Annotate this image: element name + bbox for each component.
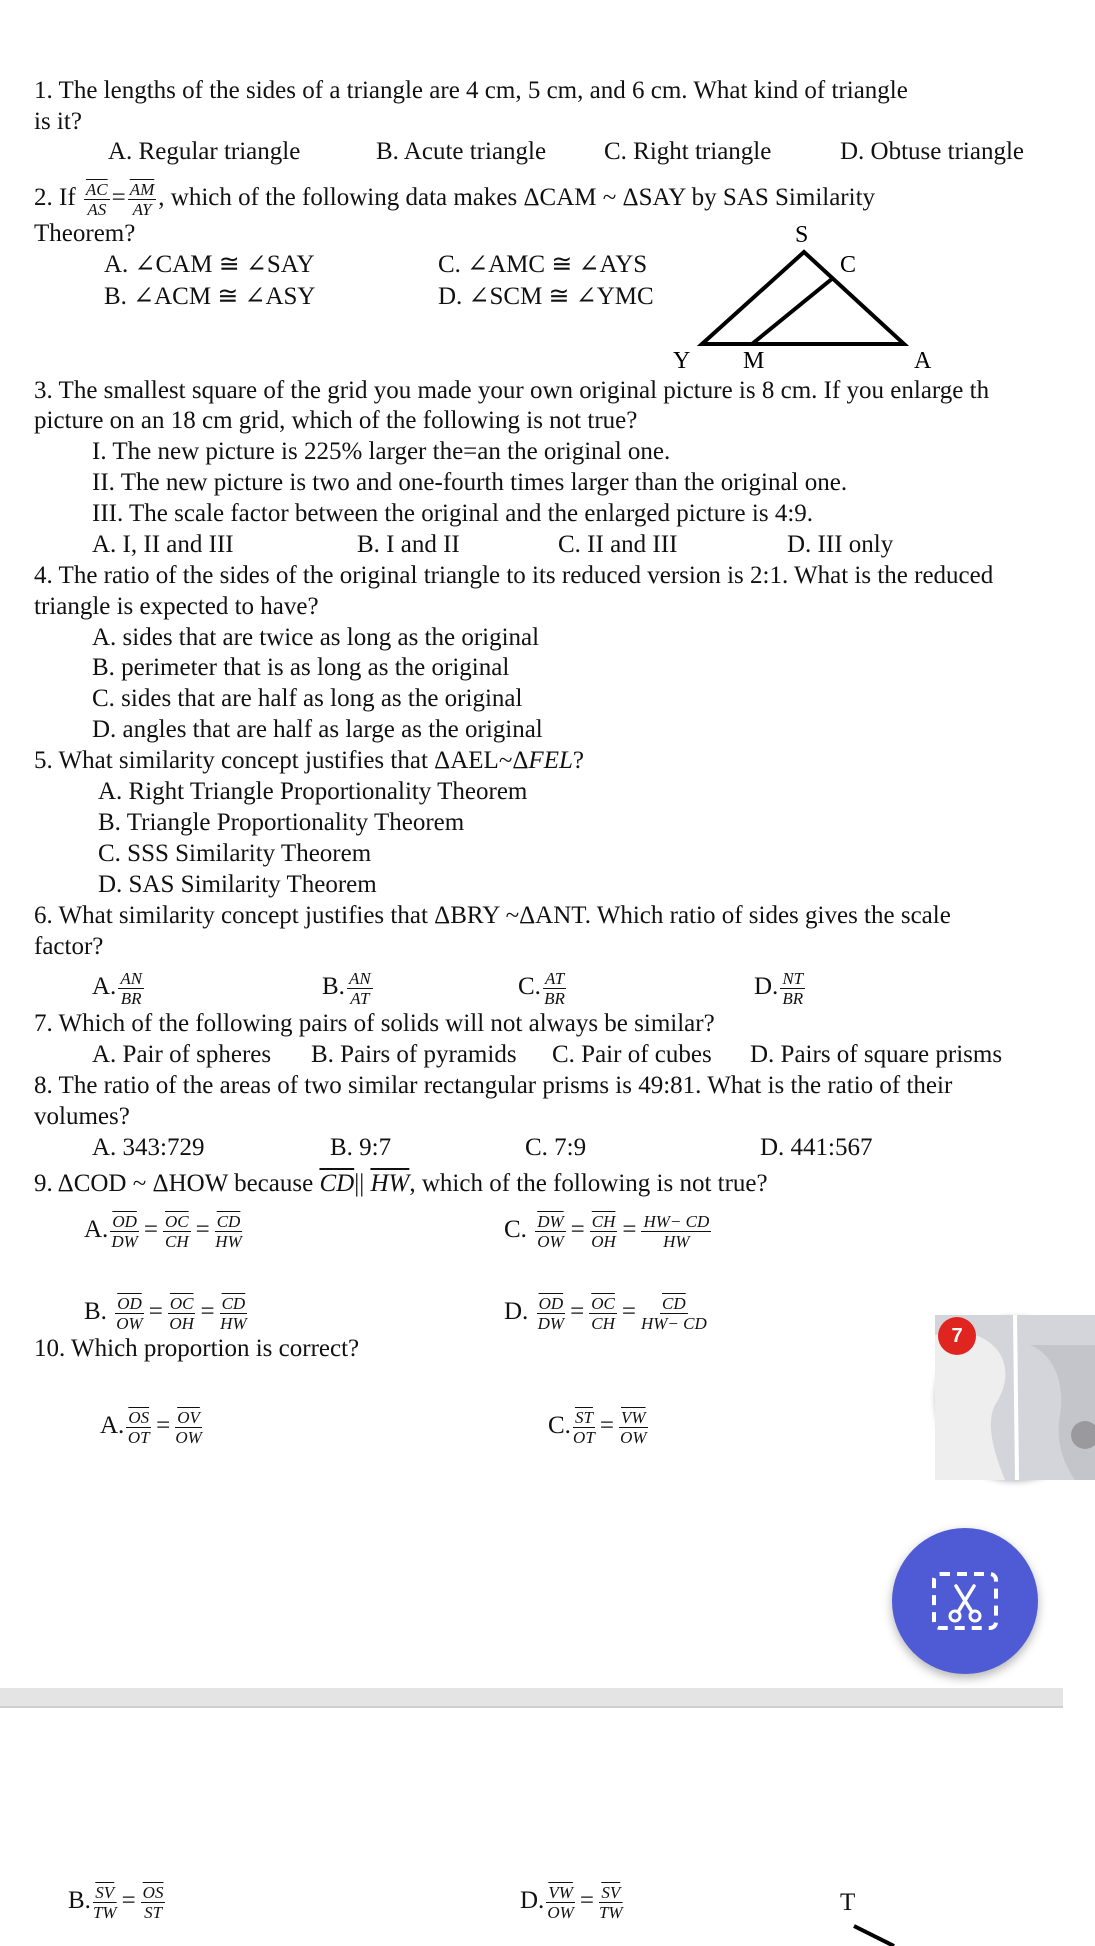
q10-c-f1-num: $\overline{ST}$	[574, 1408, 593, 1427]
q10-a-f2	[175, 1408, 202, 1447]
q8-option-c: C. 7:9	[525, 1134, 587, 1161]
q9-c-label: C.	[504, 1216, 527, 1244]
q9-a-f2	[163, 1212, 191, 1251]
page-divider-line	[0, 1706, 1063, 1708]
q3-option-c: C. II and III	[558, 531, 678, 558]
q8-stem-cont: volumes?	[34, 1103, 130, 1130]
q10-b-f1-num: $\overline{SV}$	[95, 1883, 115, 1902]
q9-c-f3	[641, 1212, 711, 1251]
q10-a-f2-num: $\overline{OV}$	[177, 1408, 200, 1427]
q9-c-f2-den: OH	[591, 1232, 616, 1251]
q9-a-f1	[110, 1212, 139, 1251]
q4-option-c: C. sides that are half as long as the original	[92, 685, 523, 712]
q2-prefix: 2. If	[34, 184, 76, 212]
q6-c-num: AT	[544, 969, 565, 988]
q9-b-f1-den: OW	[116, 1314, 143, 1333]
q2-option-b: B. ∠ACM ≅ ∠ASY	[104, 283, 316, 310]
q9-stem	[34, 1169, 768, 1199]
q10-c-f2-den: OW	[620, 1428, 647, 1447]
q9-a-f1-num: $\overline{OD}$	[112, 1212, 137, 1231]
q10-option-a: A. $\frac{\overline{OS}}{OT}$ = $\frac{\overline{OV}}{OW}$	[100, 1408, 202, 1447]
q7-option-d: D. Pairs of square prisms	[750, 1041, 1003, 1068]
q6-d-den: BR	[782, 989, 804, 1008]
q1-option-b: B. Acute triangle	[376, 138, 547, 165]
q7-stem: 7. Which of the following pairs of solids will not always be similar?	[34, 1010, 715, 1037]
q9-d-f2-den: CH	[591, 1314, 615, 1333]
q9-b-f2-num: $\overline{OC}$	[169, 1294, 194, 1313]
q5-stem	[34, 746, 584, 776]
q2-equals: =	[111, 184, 126, 212]
q10-stem: 10. Which proportion is correct?	[34, 1335, 360, 1362]
q8-stem: 8. The ratio of the areas of two similar rectangular prisms is 49:81. What is the ratio of their	[34, 1072, 953, 1099]
q6-option-a	[92, 969, 146, 1008]
notification-badge[interactable]: 7	[938, 1317, 976, 1355]
q10-c-f2	[619, 1408, 648, 1447]
q9-prefix: 9. ΔCOD ~ ΔHOW because	[34, 1170, 314, 1197]
q4-option-a: A. sides that are twice as long as the original	[92, 624, 540, 651]
q2-f2-den: AY	[132, 200, 152, 219]
q10-b-f2-num: $\overline{OS}$	[142, 1883, 164, 1902]
label-m: M	[743, 348, 765, 374]
q9-d-f3-den: HW− CD	[640, 1314, 707, 1333]
q4-stem-cont: triangle is expected to have?	[34, 593, 319, 620]
q6-option-d	[754, 969, 807, 1008]
q6-d-label: D.	[754, 973, 779, 1001]
q10-c-f1	[573, 1408, 595, 1447]
q9-c-f2-num: $\overline{CH}$	[591, 1212, 616, 1231]
q10-b-f1	[93, 1883, 117, 1922]
q6-option-b	[322, 969, 375, 1008]
q7-option-b: B. Pairs of pyramids	[311, 1041, 517, 1068]
q3-option-a: A. I, II and III	[92, 531, 234, 558]
q6-c-label: C.	[518, 973, 541, 1001]
q1-stem-cont: is it?	[34, 108, 82, 135]
q6-a-label: A.	[92, 973, 117, 1001]
q10-d-f2	[599, 1883, 623, 1922]
q10-c-f2-num: $\overline{VW}$	[621, 1408, 646, 1427]
q10-a-f1	[126, 1408, 151, 1447]
q9-a-label: A.	[84, 1216, 109, 1244]
q9-a-f1-den: DW	[111, 1232, 138, 1251]
q10-d-f2-den: TW	[598, 1903, 623, 1922]
q10-b-f1-den: TW	[92, 1903, 117, 1922]
q9-d-f1-num: $\overline{OD}$	[538, 1294, 564, 1313]
q5-option-d: D. SAS Similarity Theorem	[98, 871, 377, 898]
q9-b-f2-den: OH	[169, 1314, 194, 1333]
q9-a-f2-den: CH	[164, 1232, 189, 1251]
q2-option-d: D. ∠SCM ≅ ∠YMC	[438, 283, 654, 310]
q9-d-f2	[589, 1294, 617, 1333]
q10-figure-edge	[854, 1926, 894, 1946]
q7-option-a: A. Pair of spheres	[92, 1041, 272, 1068]
q6-d-num: NT	[782, 969, 804, 988]
q10-b-label: B.	[68, 1887, 91, 1915]
q6-b-num: AN	[348, 969, 371, 988]
q10-b-f2	[141, 1883, 166, 1922]
q1-option-d: D. Obtuse triangle	[840, 138, 1024, 165]
q10-a-f1-num: $\overline{OS}$	[128, 1408, 150, 1427]
q9-d-f2-num: $\overline{OC}$	[591, 1294, 615, 1313]
q9-d-f3	[641, 1294, 707, 1333]
q6-b-label: B.	[322, 973, 345, 1001]
q6-a-fraction	[118, 969, 144, 1008]
q9-option-b: B. $\frac{\overline{OD}}{OW}$ = $\frac{\overline{OC}}{OH}$ = $\frac{\overline{CD}}{HW}$	[84, 1294, 247, 1333]
label-s: S	[795, 222, 809, 248]
q9-c-f1-num: $\overline{DW}$	[537, 1212, 564, 1231]
q9-c-f3-den: HW	[663, 1232, 690, 1251]
q6-a-num: AN	[120, 969, 143, 988]
q3-statement-ii: II. The new picture is two and one-fourth times larger than the original one.	[92, 469, 848, 496]
page-divider	[0, 1688, 1063, 1708]
q3-statement-iii: III. The scale factor between the original and the enlarged picture is 4:9.	[92, 500, 814, 527]
q10-c-label: C.	[548, 1412, 571, 1440]
q9-b-f2	[168, 1294, 196, 1333]
q10-d-label: D.	[520, 1887, 545, 1915]
q9-d-label: D.	[504, 1298, 529, 1326]
q5-option-c: C. SSS Similarity Theorem	[98, 840, 372, 867]
q10-option-d: D. $\frac{\overline{VW}}{OW}$ = $\frac{\overline{SV}}{TW}$	[520, 1883, 623, 1922]
q9-option-a: A. $\frac{\overline{OD}}{DW}$ = $\frac{\overline{OC}}{CH}$ = $\frac{\overline{CD}}{HW}$	[84, 1212, 242, 1251]
q6-d-fraction	[780, 969, 805, 1008]
q6-c-fraction	[543, 969, 566, 1008]
q4-stem: 4. The ratio of the sides of the original triangle to its reduced version is 2:1. What is the reduced	[34, 562, 994, 589]
q5-option-b: B. Triangle Proportionality Theorem	[98, 809, 465, 836]
q6-option-c	[518, 969, 568, 1008]
q2-fraction-2	[128, 180, 157, 219]
q2-f2-num: $\overline{AM}$	[129, 180, 155, 199]
q9-d-f1	[537, 1294, 566, 1333]
q1-option-c: C. Right triangle	[604, 138, 772, 165]
q9-option-c: C. $\frac{\overline{DW}}{OW}$ = $\frac{\overline{CH}}{OH}$ = $\frac{HW- CD}{HW}$	[504, 1212, 710, 1251]
q6-b-fraction	[347, 969, 373, 1008]
q10-b-f2-den: ST	[144, 1903, 163, 1922]
q10-d-f2-num: $\overline{SV}$	[601, 1883, 621, 1902]
q6-stem: 6. What similarity concept justifies that ΔBRY ~ΔANT. Which ratio of sides gives the scale	[34, 902, 951, 929]
q1-stem: 1. The lengths of the sides of a triangle are 4 cm, 5 cm, and 6 cm. What kind of triangle	[34, 77, 908, 104]
q2-option-a: A. ∠CAM ≅ ∠SAY	[104, 251, 315, 278]
q2-text: , which of the following data makes ΔCAM ~ ΔSAY by SAS Similarity	[158, 184, 876, 212]
q5-option-a: A. Right Triangle Proportionality Theorem	[98, 778, 528, 805]
q10-a-f2-den: OW	[175, 1428, 202, 1447]
q9-b-f1	[115, 1294, 144, 1333]
q2-option-c: C. ∠AMC ≅ ∠AYS	[438, 251, 648, 278]
label-y: Y	[673, 348, 691, 374]
q9-b-label: B.	[84, 1298, 107, 1326]
q10-d-f1-den: OW	[547, 1903, 574, 1922]
q2-stem	[34, 180, 875, 219]
q9-b-f3	[220, 1294, 248, 1333]
q10-figure-partial	[850, 1920, 910, 1946]
q9-b-f3-num: $\overline{CD}$	[221, 1294, 246, 1313]
q5-suffix: ?	[572, 747, 584, 774]
q3-stem-cont: picture on an 18 cm grid, which of the following is not true?	[34, 407, 638, 434]
q2-f1-den: AS	[87, 200, 107, 219]
q2-f1-num: $\overline{AC}$	[85, 180, 108, 199]
q9-b-f1-num: $\overline{OD}$	[117, 1294, 142, 1313]
q9-suffix: , which of the following is not true?	[409, 1170, 768, 1197]
q1-option-a: A. Regular triangle	[108, 138, 301, 165]
label-c: C	[840, 252, 857, 278]
q3-statement-i: I. The new picture is 225% larger the=an the original one.	[92, 438, 671, 465]
q9-c-f3-num: HW− CD	[643, 1212, 710, 1231]
q3-option-d: D. III only	[787, 531, 894, 558]
q9-d-f1-den: DW	[537, 1314, 565, 1333]
label-a: A	[914, 348, 932, 374]
q3-option-b: B. I and II	[357, 531, 460, 558]
q6-stem-cont: factor?	[34, 933, 104, 960]
q8-option-d: D. 441:567	[760, 1134, 873, 1161]
q9-b-f3-den: HW	[220, 1314, 247, 1333]
q8-option-b: B. 9:7	[330, 1134, 392, 1161]
triangle-say	[702, 252, 904, 344]
q9-c-f1	[535, 1212, 565, 1251]
q6-a-den: BR	[120, 989, 142, 1008]
q10-option-b: B. $\frac{\overline{SV}}{TW}$ = $\frac{\overline{OS}}{ST}$	[68, 1883, 164, 1922]
q9-option-d: D. $\frac{\overline{OD}}{DW}$ = $\frac{\overline{OC}}{CH}$ = $\frac{\overline{CD}}{HW- CD}$	[504, 1294, 707, 1333]
q4-option-b: B. perimeter that is as long as the original	[92, 654, 510, 681]
q9-c-f2	[590, 1212, 618, 1251]
q5-prefix: 5. What similarity concept justifies that ΔAEL~Δ	[34, 747, 529, 774]
q9-a-f2-num: $\overline{OC}$	[164, 1212, 189, 1231]
q9-a-f3-den: HW	[215, 1232, 242, 1251]
q3-stem: 3. The smallest square of the grid you made your own original picture is 8 cm. If you enlarge th	[34, 377, 990, 404]
q10-figure-label-t: T	[840, 1889, 856, 1916]
q9-a-f3-num: $\overline{CD}$	[216, 1212, 241, 1231]
q8-option-a: A. 343:729	[92, 1134, 205, 1161]
q5-italic: FEL	[528, 747, 573, 774]
q10-option-c: C. $\frac{\overline{ST}}{OT}$ = $\frac{\overline{VW}}{OW}$	[548, 1408, 647, 1447]
q4-option-d: D. angles that are half as large as the original	[92, 716, 543, 743]
screenshot-snip-button[interactable]	[892, 1528, 1038, 1674]
q9-d-f3-num: $\overline{CD}$	[662, 1294, 686, 1313]
q10-a-f1-den: OT	[127, 1428, 150, 1447]
q9-seg-cd: $\overline{CD}$	[319, 1170, 355, 1197]
q10-d-f1-num: $\overline{VW}$	[548, 1883, 573, 1902]
q6-b-den: AT	[350, 989, 370, 1008]
q2-fraction-1	[84, 180, 110, 219]
q6-c-den: BR	[544, 989, 565, 1008]
q10-c-f1-den: OT	[573, 1428, 595, 1447]
q9-a-f3	[215, 1212, 243, 1251]
scissors-icon	[930, 1570, 1000, 1632]
q9-seg-hw: $\overline{HW}$	[370, 1170, 410, 1197]
q2-triangle-figure	[673, 218, 940, 378]
q9-c-f1-den: OW	[537, 1232, 564, 1251]
q9-parallel: ||	[354, 1170, 365, 1197]
q2-stem-cont: Theorem?	[34, 220, 136, 247]
q10-a-label: A.	[100, 1412, 125, 1440]
q10-d-f1	[546, 1883, 575, 1922]
q7-option-c: C. Pair of cubes	[552, 1041, 712, 1068]
